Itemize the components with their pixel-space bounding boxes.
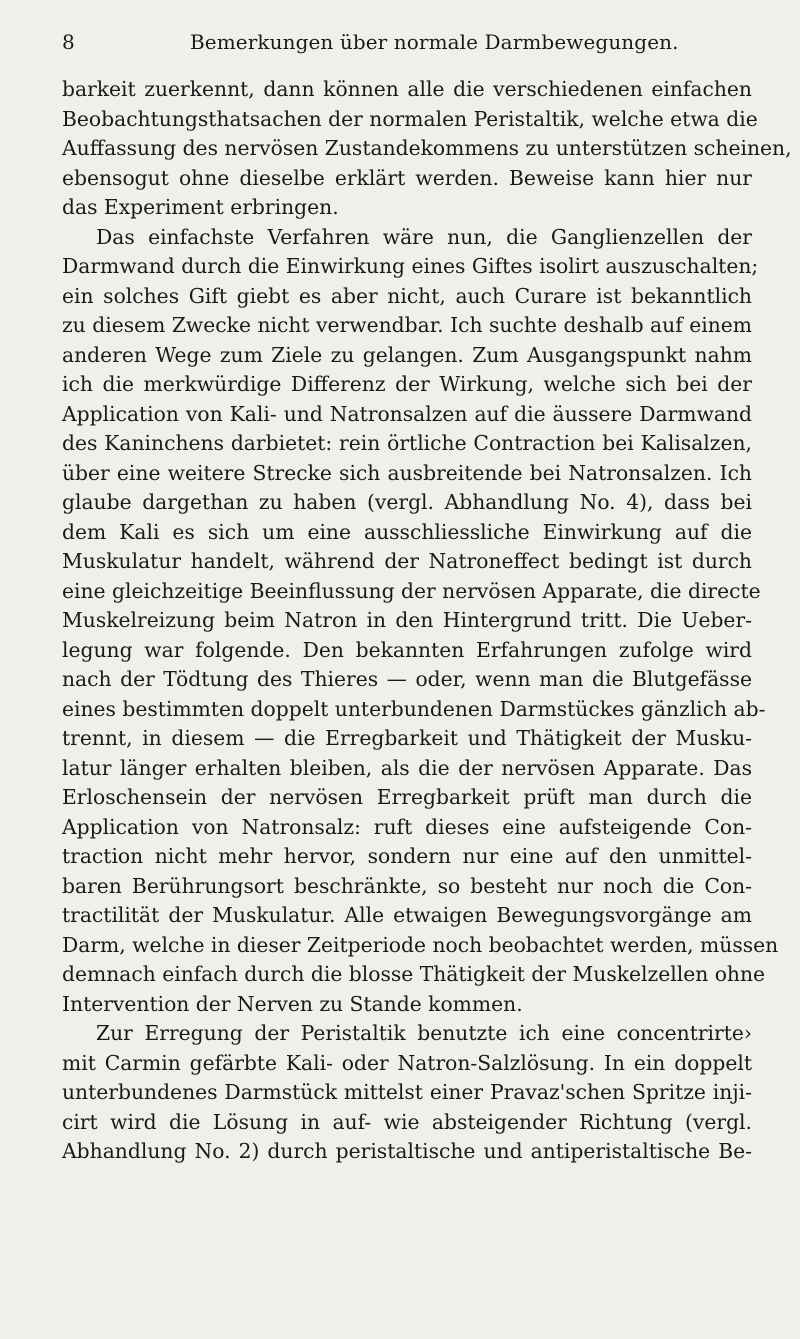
text-line: anderen Wege zum Ziele zu gelangen. Zum Ausgangspunkt nahm [62, 342, 752, 367]
body-text [62, 75, 792, 1167]
text-line: Erloschensein der nervösen Erregbarkeit prüft man durch die [62, 785, 752, 809]
text-line: nach der Tödtung des Thieres — oder, wenn man die Blutgefässe [62, 667, 752, 691]
text-line: trennt, in diesem — die Erregbarkeit und Thätigkeit der Musku- [62, 726, 752, 750]
text-line: ein solches Gift giebt es aber nicht, auch Curare ist bekanntlich [62, 283, 752, 308]
text-line: Darmwand durch die Einwirkung eines Giftes isolirt auszuschalten; [62, 254, 759, 278]
text-line: tractilität der Muskulatur. Alle etwaigen Bewegungsvorgänge am [62, 903, 752, 927]
text-line: eines bestimmten doppelt unterbundenen Darmstückes gänzlich ab- [62, 696, 766, 721]
page-header [62, 28, 752, 62]
running-title: Bemerkungen über normale Darmbewegungen. [190, 30, 679, 54]
text-line: baren Berührungsort beschränkte, so besteht nur noch die Con- [62, 873, 752, 898]
text-line: demnach einfach durch die blosse Thätigkeit der Muskelzellen ohne [62, 962, 766, 986]
page-number: 8 [62, 30, 75, 54]
text-line: mit Carmin gefärbte Kali- oder Natron-Salzlösung. In ein doppelt [62, 1050, 752, 1075]
text-line: über eine weitere Strecke sich ausbreitende bei Natronsalzen. Ich [62, 460, 752, 485]
text-line: latur länger erhalten bleiben, als die der nervösen Apparate. Das [62, 755, 752, 780]
text-line: traction nicht mehr hervor, sondern nur eine auf den unmittel- [62, 844, 752, 868]
text-line: dem Kali es sich um eine ausschliessliche Einwirkung auf die [62, 519, 752, 544]
text-line: glaube dargethan zu haben (vergl. Abhandlung No. 4), dass bei [62, 490, 752, 514]
text-line: Darm, welche in dieser Zeitperiode noch beobachtet werden, müssen [62, 932, 779, 957]
text-line: Application von Kali- und Natronsalzen auf die äussere Darmwand [62, 401, 752, 426]
text-line: eine gleichzeitige Beeinflussung der nervösen Apparate, die directe [62, 578, 761, 603]
text-line: Abhandlung No. 2) durch peristaltische und antiperistaltische Be- [62, 1139, 752, 1163]
text-line: Intervention der Nerven zu Stande kommen. [62, 991, 523, 1016]
text-line: Muskulatur handelt, während der Natroneffect bedingt ist durch [62, 549, 752, 573]
text-line: Das einfachste Verfahren wäre nun, die Ganglienzellen der [96, 224, 752, 249]
text-line: cirt wird die Lösung in auf- wie absteigender Richtung (vergl. [62, 1109, 752, 1134]
text-line: barkeit zuerkennt, dann können alle die verschiedenen einfachen [62, 77, 752, 101]
text-line: des Kaninchens darbietet: rein örtliche Contraction bei Kalisalzen, [62, 431, 752, 455]
text-line: ich die merkwürdige Differenz der Wirkung, welche sich bei der [62, 372, 752, 396]
text-line: legung war folgende. Den bekannten Erfahrungen zufolge wird [62, 637, 752, 662]
text-line: Application von Natronsalz: ruft dieses eine aufsteigende Con- [62, 814, 752, 839]
text-line: unterbundenes Darmstück mittelst einer Pravaz'schen Spritze inji- [62, 1080, 752, 1104]
text-line: das Experiment erbringen. [62, 195, 339, 219]
text-line: Beobachtungsthatsachen der normalen Peristaltik, welche etwa die [62, 106, 758, 131]
text-line: zu diesem Zwecke nicht verwendbar. Ich suchte deshalb auf einem [62, 313, 752, 337]
text-line: Muskelreizung beim Natron in den Hintergrund tritt. Die Ueber- [62, 608, 752, 632]
text-line: ebensogut ohne dieselbe erklärt werden. Beweise kann hier nur [62, 165, 752, 190]
text-line: Zur Erregung der Peristaltik benutzte ich eine concentrirte› [96, 1021, 752, 1045]
text-line: Auffassung des nervösen Zustandekommens zu unterstützen scheinen, [62, 136, 792, 160]
